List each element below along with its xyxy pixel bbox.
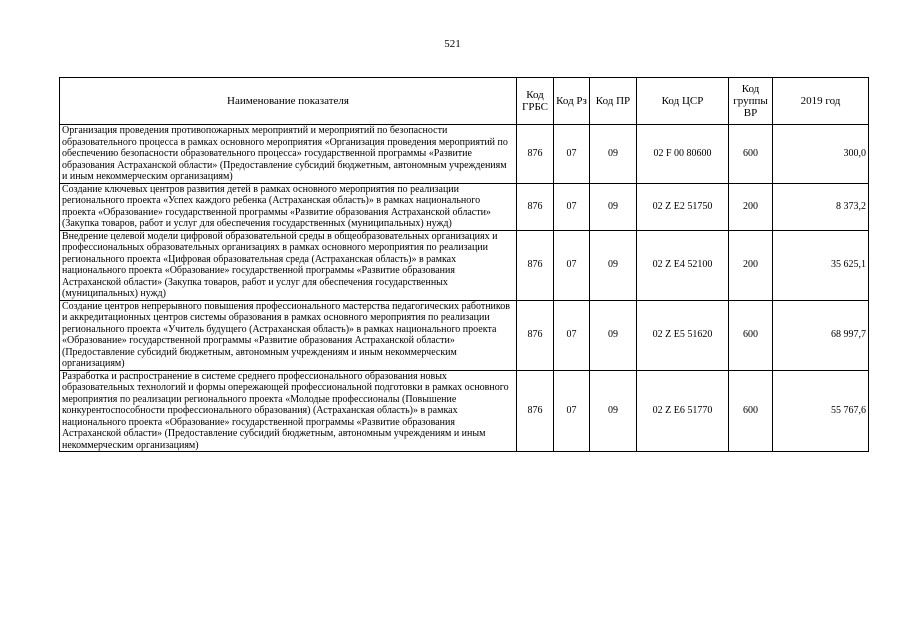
row-grbs: 876 — [517, 125, 554, 184]
row-name: Внедрение целевой модели цифровой образовательной среды в общеобразовательных организациях и профессиональных образовательных организациях в рамках основного мероприятия по реализации регионального проекта «Цифровая образовательная среда (Астраханская область)» в рамках национального проекта «Образование» государственной программы «Развитие образования Астраханской области» (Закупка товаров, работ и услуг для обеспечения государственных (муниципальных) нужд) — [60, 230, 517, 300]
row-vr: 600 — [729, 125, 773, 184]
row-grbs: 876 — [517, 230, 554, 300]
row-pr: 09 — [590, 300, 637, 370]
row-amount: 300,0 — [773, 125, 869, 184]
row-pr: 09 — [590, 183, 637, 230]
budget-table — [59, 77, 869, 452]
header-rz: Код Рз — [554, 78, 590, 125]
row-amount: 8 373,2 — [773, 183, 869, 230]
row-vr: 600 — [729, 300, 773, 370]
table-row — [60, 125, 869, 184]
row-rz: 07 — [554, 300, 590, 370]
row-csr: 02 Z E2 51750 — [637, 183, 729, 230]
row-name: Создание центров непрерывного повышения профессионального мастерства педагогических работников и аккредитационных центров системы образования в рамках основного мероприятия по реализации регионального проекта «Учитель будущего (Астраханская область)» в рамках национального проекта «Образование» государственной программы «Развитие образования Астраханской области» (Предоставление субсидий бюджетным, автономным учреждениям и иным некоммерческим организациям) — [60, 300, 517, 370]
table-row — [60, 370, 869, 452]
header-row — [60, 78, 869, 125]
row-rz: 07 — [554, 230, 590, 300]
row-csr: 02 Z E5 51620 — [637, 300, 729, 370]
row-csr: 02 Z E6 51770 — [637, 370, 729, 452]
header-vr: Код группы ВР — [729, 78, 773, 125]
row-csr: 02 F 00 80600 — [637, 125, 729, 184]
header-csr: Код ЦСР — [637, 78, 729, 125]
header-pr: Код ПР — [590, 78, 637, 125]
table-row — [60, 183, 869, 230]
table-row — [60, 230, 869, 300]
row-grbs: 876 — [517, 370, 554, 452]
row-vr: 200 — [729, 230, 773, 300]
header-name: Наименование показателя — [60, 78, 517, 125]
row-amount: 68 997,7 — [773, 300, 869, 370]
row-grbs: 876 — [517, 183, 554, 230]
header-year: 2019 год — [773, 78, 869, 125]
row-rz: 07 — [554, 183, 590, 230]
row-name: Организация проведения противопожарных мероприятий и мероприятий по безопасности образовательного процесса в рамках основного мероприятия «Организация проведения мероприятий по обеспечению безопасности образовательного процесса» государственной программы «Развитие образования Астраханской области» (Предоставление субсидий бюджетным, автономным учреждениям и иным некоммерческим организациям) — [60, 125, 517, 184]
row-pr: 09 — [590, 230, 637, 300]
row-name: Разработка и распространение в системе среднего профессионального образования новых образовательных технологий и формы опережающей профессиональной подготовки в рамках основного мероприятия по реализации регионального проекта «Молодые профессионалы (Повышение конкурентоспособности профессионального образования) (Астраханская область)» в рамках национального проекта «Образование» государственной программы «Развитие образования Астраханской области» (Предоставление субсидий бюджетным, автономным учреждениям и иным некоммерческим организациям) — [60, 370, 517, 452]
row-pr: 09 — [590, 370, 637, 452]
row-pr: 09 — [590, 125, 637, 184]
row-name: Создание ключевых центров развития детей в рамках основного мероприятия по реализации регионального проекта «Успех каждого ребенка (Астраханская область)» в рамках национального проекта «Образование» государственной программы «Развитие образования Астраханской области» (Закупка товаров, работ и услуг для обеспечения государственных (муниципальных) нужд) — [60, 183, 517, 230]
row-rz: 07 — [554, 125, 590, 184]
row-amount: 35 625,1 — [773, 230, 869, 300]
row-amount: 55 767,6 — [773, 370, 869, 452]
table-row — [60, 300, 869, 370]
row-csr: 02 Z E4 52100 — [637, 230, 729, 300]
row-rz: 07 — [554, 370, 590, 452]
row-vr: 200 — [729, 183, 773, 230]
row-grbs: 876 — [517, 300, 554, 370]
page-number: 521 — [444, 38, 461, 50]
row-vr: 600 — [729, 370, 773, 452]
header-grbs: Код ГРБС — [517, 78, 554, 125]
